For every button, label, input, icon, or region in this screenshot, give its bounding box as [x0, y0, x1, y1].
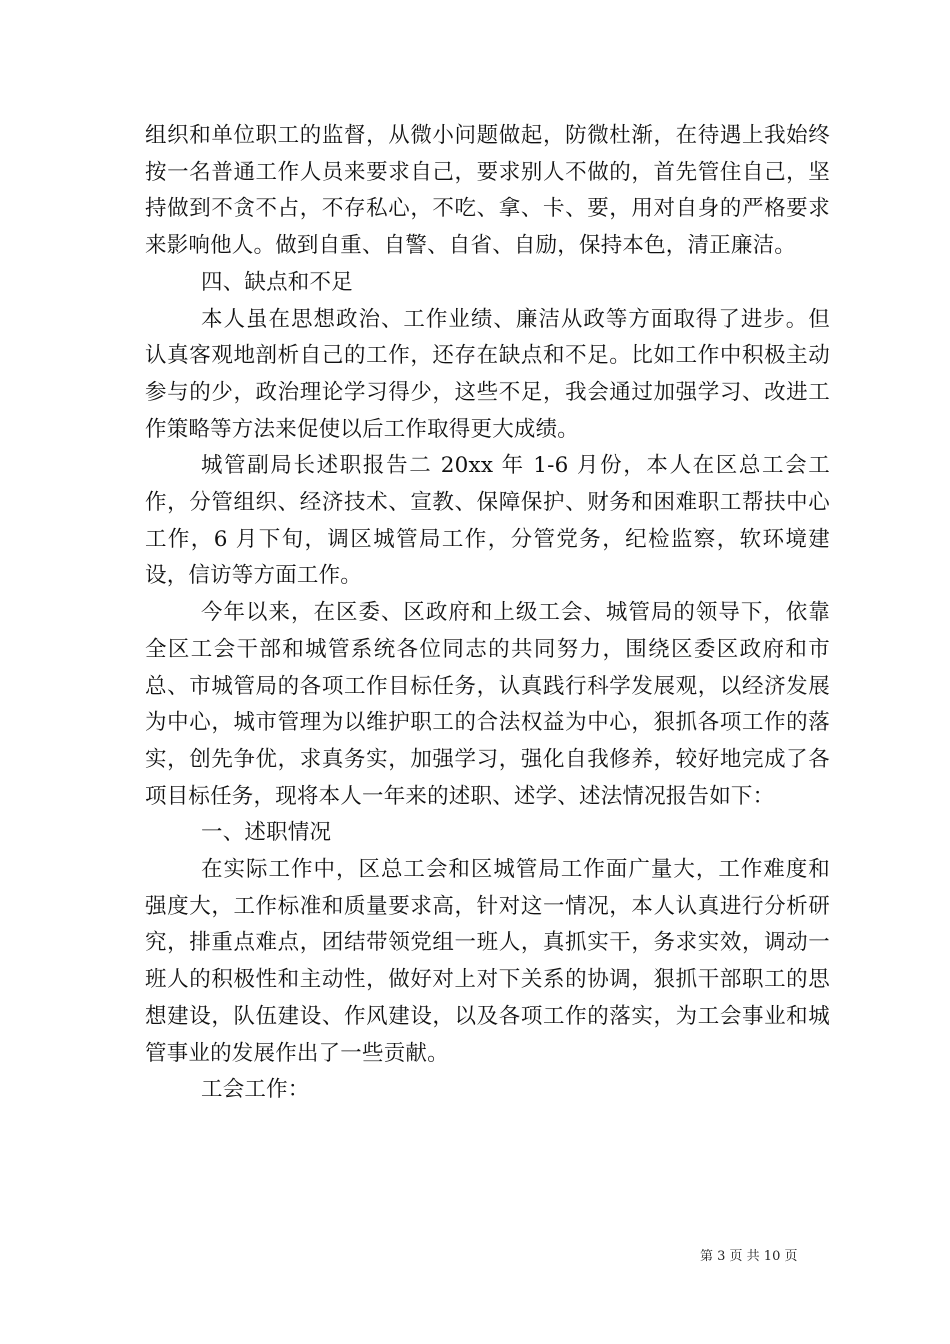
page-number: 第 3 页 共 10 页	[700, 1249, 798, 1264]
paragraph-continuation: 组织和单位职工的监督，从微小问题做起，防微杜渐，在待遇上我始终按一名普通工作人员来要求自己，要求别人不做的，首先管住自己，坚持做到不贪不占，不存私心，不吃、拿、卡、要，用对自身的严格要求来影响他人。做到自重、自警、自省、自励，保持本色，清正廉洁。	[145, 123, 830, 259]
section-heading-shortcomings: 四、缺点和不足	[201, 269, 353, 295]
section-heading-duties: 一、述职情况	[201, 820, 332, 846]
paragraph-overview: 今年以来，在区委、区政府和上级工会、城管局的领导下，依靠全区工会干部和城管系统各位同志的共同努力，围绕区委区政府和市总、市城管局的各项工作目标任务，认真践行科学发展观，以经济发展为中心，城市管理为以维护职工的合法权益为中心，狠抓各项工作的落实，创先争优，求真务实，加强学习，强化自我修养，较好地完成了各项目标任务，现将本人一年来的述职、述学、述法情况报告如下：	[145, 600, 830, 809]
paragraph-shortcomings: 本人虽在思想政治、工作业绩、廉洁从政等方面取得了进步。但认真客观地剖析自己的工作，还存在缺点和不足。比如工作中积极主动参与的少，政治理论学习得少，这些不足，我会通过加强学习、改进工作策略等方法来促使以后工作取得更大成绩。	[145, 306, 830, 442]
paragraph-report-two-intro: 城管副局长述职报告二 20xx 年 1-6 月份，本人在区总工会工作，分管组织、经济技术、宣教、保障保护、财务和困难职工帮扶中心工作，6 月下旬，调区城管局工作，分管党务，纪检监察，软环境建设，信访等方面工作。	[145, 453, 830, 589]
paragraph-duties: 在实际工作中，区总工会和区城管局工作面广量大，工作难度和强度大，工作标准和质量要求高，针对这一情况，本人认真进行分析研究，排重点难点，团结带领党组一班人，真抓实干，务求实效，调动一班人的积极性和主动性，做好对上对下关系的协调，狠抓干部职工的思想建设，队伍建设、作风建设，以及各项工作的落实，为工会事业和城管事业的发展作出了一些贡献。	[145, 857, 830, 1066]
section-heading-union-work: 工会工作：	[201, 1077, 310, 1103]
document-body	[145, 118, 830, 1109]
